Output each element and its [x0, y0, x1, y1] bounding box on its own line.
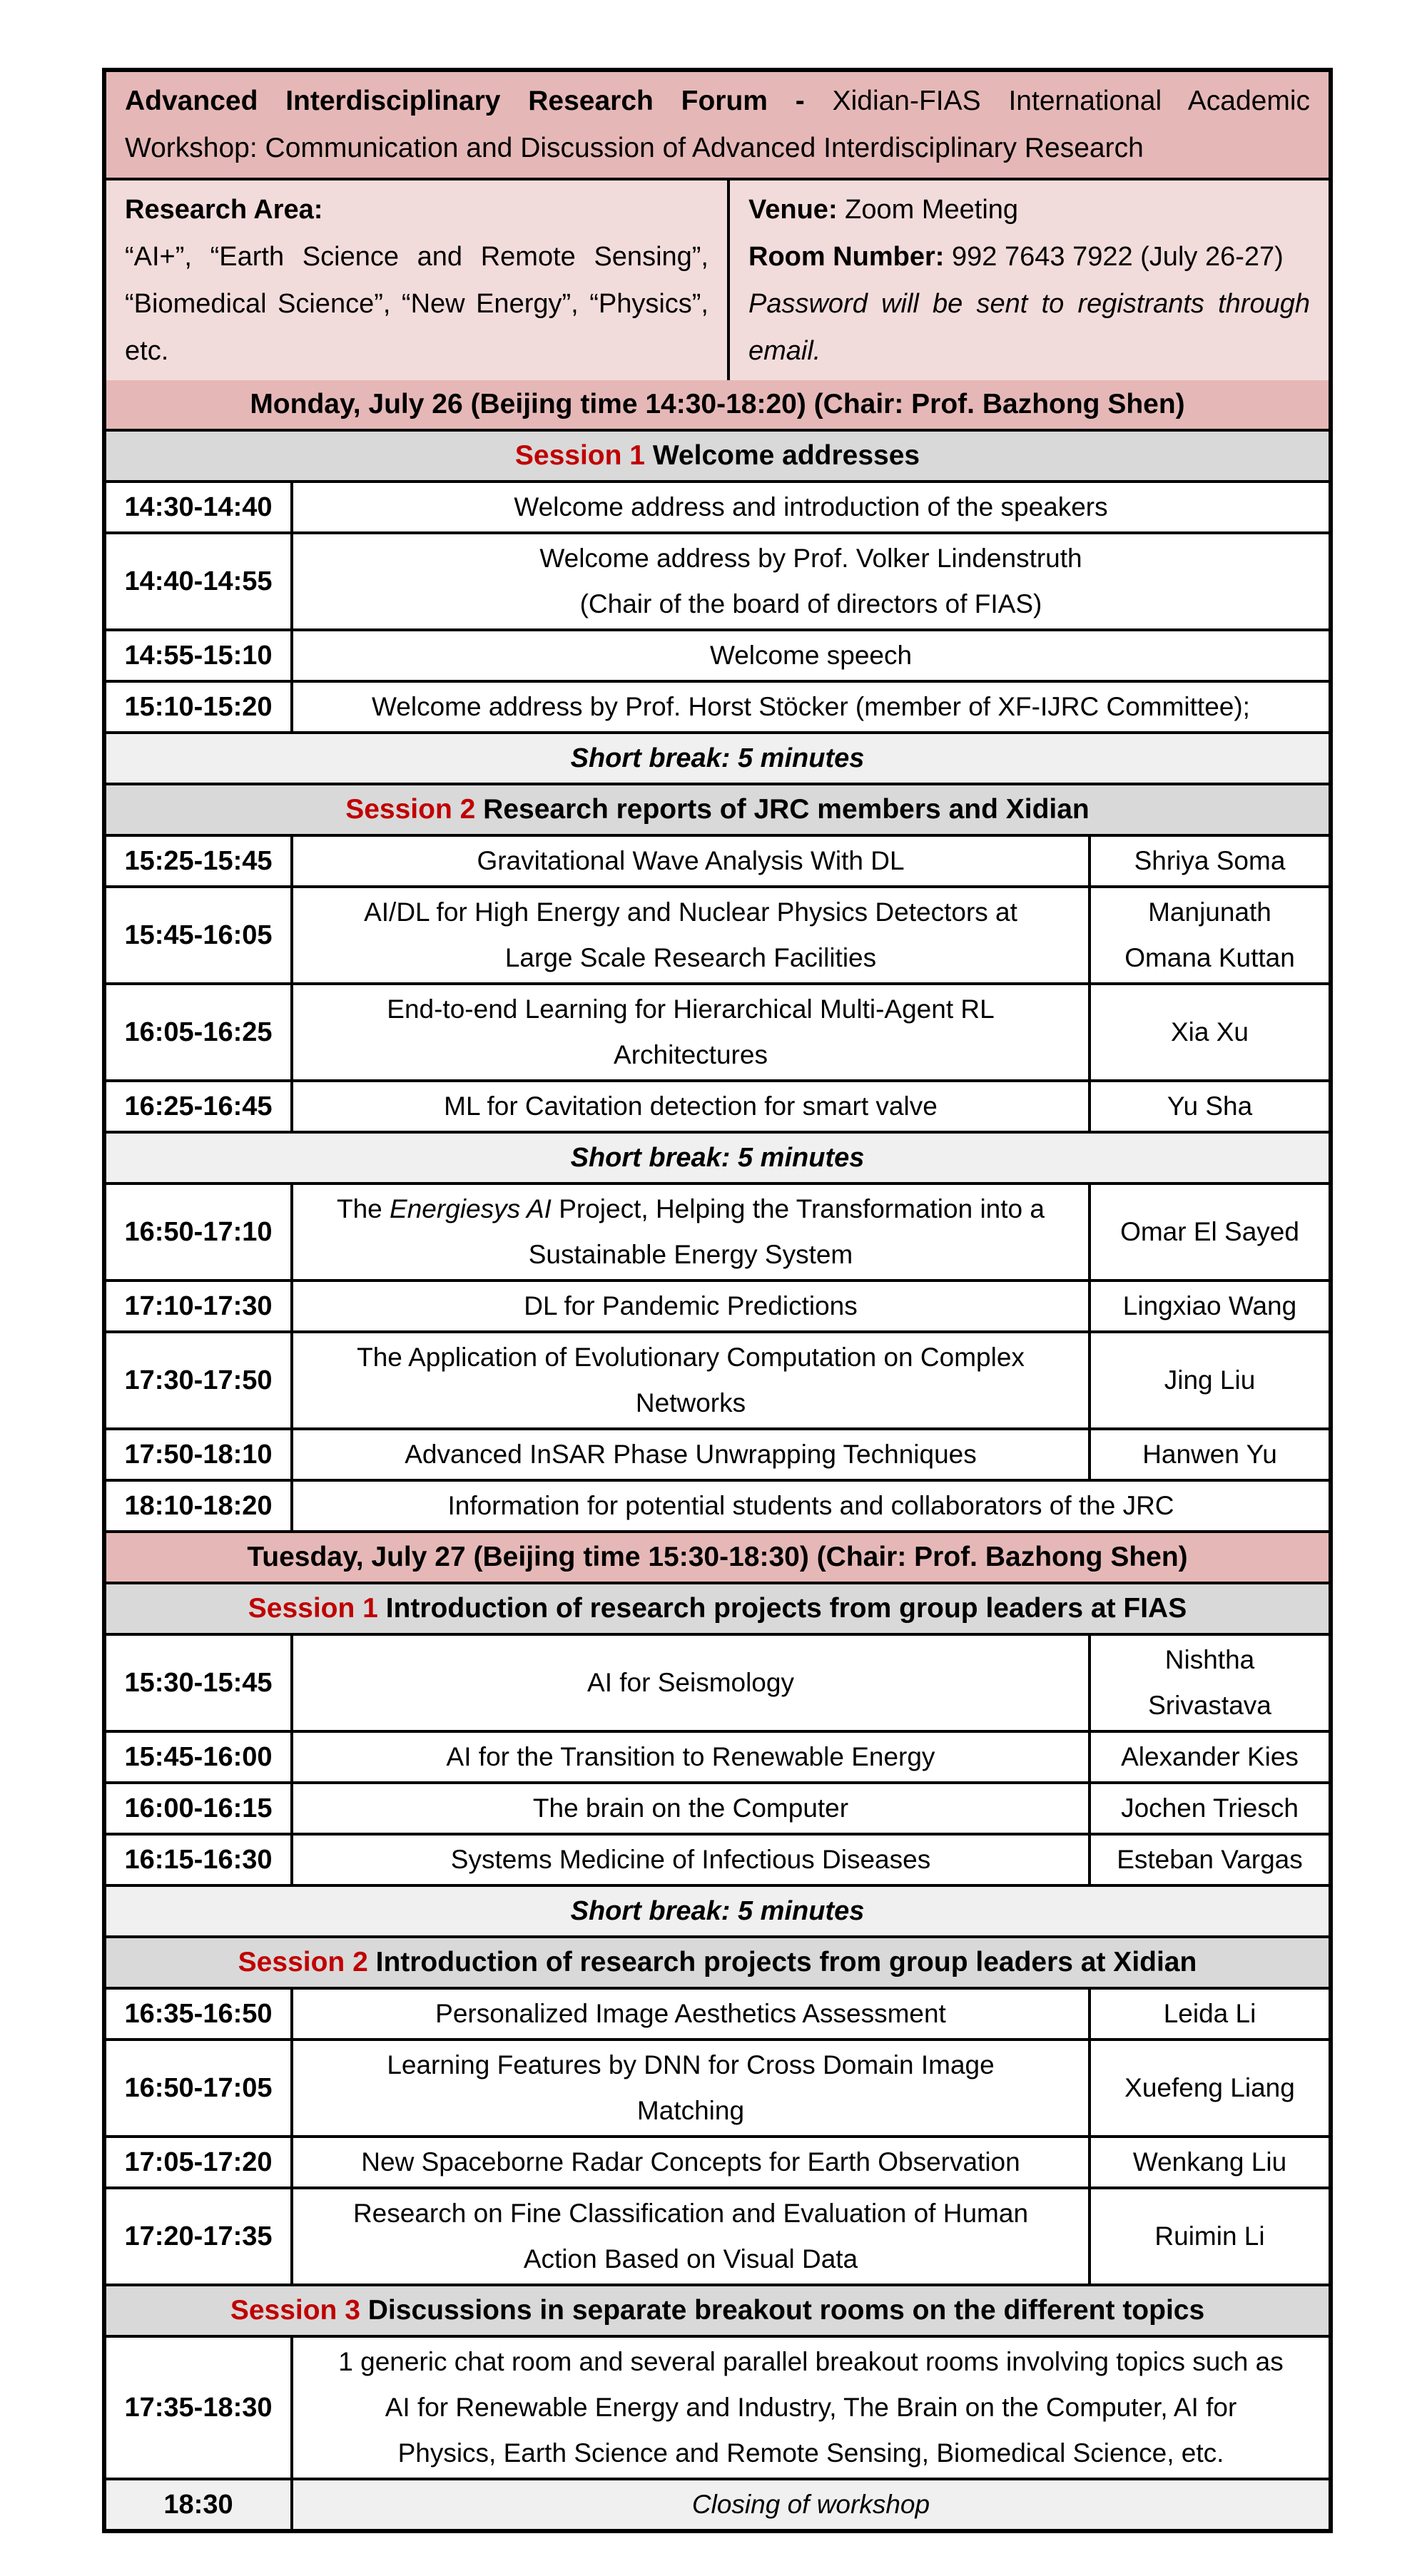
speaker-name: Lingxiao Wang	[1122, 1291, 1297, 1320]
content-text: Learning Features by DNN for Cross Domain Image	[387, 2050, 995, 2079]
workshop-title-rest: Xidian-FIAS International Academic Workshop: Communication and Discussion of Advanced Interdisciplinary Research	[125, 86, 1310, 163]
session-title-text: Welcome addresses	[652, 440, 920, 471]
talk-title-text	[372, 684, 1250, 730]
time-cell	[106, 534, 293, 628]
content-text: Action Based on Visual Data	[523, 2244, 858, 2274]
talk-title-cell	[293, 483, 1329, 531]
item-row-16	[106, 1427, 1329, 1479]
talk-title-cell	[293, 2480, 1329, 2529]
talk-title-text	[337, 1186, 1045, 1278]
time-text: 17:35-18:30	[124, 2393, 273, 2423]
speaker-name: Xia Xu	[1170, 1017, 1249, 1047]
item-row-27	[106, 2038, 1329, 2135]
time-text: 17:50-18:10	[124, 1440, 273, 1470]
schedule-rows	[106, 380, 1329, 2529]
break-row-6	[106, 731, 1329, 783]
talk-title-cell	[293, 2338, 1329, 2478]
session-header-cell	[106, 1584, 1329, 1633]
time-text: 17:10-17:30	[124, 1291, 273, 1321]
time-cell	[106, 1282, 293, 1330]
session-row-30	[106, 2284, 1329, 2335]
room-label: Room Number:	[748, 242, 945, 272]
talk-title-cell	[293, 683, 1329, 731]
item-row-23	[106, 1833, 1329, 1884]
item-row-3	[106, 531, 1329, 628]
item-row-17	[106, 1479, 1329, 1530]
item-row-29	[106, 2186, 1329, 2284]
talk-title-text	[361, 2139, 1020, 2185]
talk-title-cell	[293, 1430, 1088, 1479]
time-cell	[106, 1333, 293, 1427]
time-cell	[106, 631, 293, 680]
day-text: Tuesday, July 27 (Beijing time 15:30-18:30) (Chair: Prof. Bazhong Shen)	[247, 1542, 1188, 1572]
speaker-name: Xuefeng Liang	[1124, 2073, 1295, 2102]
time-cell	[106, 1636, 293, 1730]
talk-title-cell	[293, 2138, 1088, 2186]
speaker-name: Manjunath Omana Kuttan	[1124, 897, 1295, 972]
content-text: 1 generic chat room and several parallel breakout rooms involving topics such as	[338, 2347, 1284, 2376]
session-header-cell	[106, 2286, 1329, 2335]
speaker-cell	[1088, 1836, 1329, 1884]
content-text: Networks	[635, 1388, 746, 1417]
item-row-15	[106, 1330, 1329, 1427]
talk-title-text	[357, 1335, 1025, 1426]
talk-title-text	[435, 1991, 946, 2037]
content-text: Energiesys AI	[390, 1194, 552, 1223]
content-text: Research on Fine Classification and Evaluation of Human	[352, 2199, 1029, 2228]
break-text: Short break: 5 minutes	[570, 743, 865, 773]
talk-title-cell	[293, 1733, 1088, 1781]
speaker-name: Yu Sha	[1167, 1091, 1253, 1121]
workshop-title-bold: Advanced Interdisciplinary Research Forum -	[125, 86, 805, 116]
session-title-text: Introduction of research projects from group leaders at Xidian	[375, 1947, 1197, 1977]
content-text: Systems Medicine of Infectious Diseases	[450, 1845, 931, 1874]
time-cell	[106, 837, 293, 885]
item-row-5	[106, 680, 1329, 731]
day-header-cell	[106, 380, 1329, 429]
speaker-cell	[1088, 1784, 1329, 1833]
speaker-cell	[1088, 1082, 1329, 1131]
time-text: 16:00-16:15	[124, 1793, 273, 1823]
speaker-cell	[1088, 1636, 1329, 1730]
talk-title-text	[387, 987, 994, 1078]
time-cell	[106, 2480, 293, 2529]
content-text: Matching	[636, 2096, 745, 2125]
venue-line	[748, 186, 1310, 233]
time-cell	[106, 1185, 293, 1279]
talk-title-cell	[293, 985, 1088, 1079]
talk-title-cell	[293, 2189, 1088, 2284]
content-text: Advanced InSAR Phase Unwrapping Techniques	[405, 1440, 977, 1469]
speaker-name: Alexander Kies	[1121, 1742, 1299, 1771]
speaker-cell	[1088, 1430, 1329, 1479]
content-text: End-to-end Learning for Hierarchical Multi-Agent RL	[387, 994, 995, 1024]
time-text: 16:15-16:30	[124, 1845, 273, 1875]
content-text: The brain on the Computer	[532, 1793, 849, 1823]
content-text: New Spaceborne Radar Concepts for Earth Observation	[361, 2147, 1020, 2177]
time-cell	[106, 2189, 293, 2284]
talk-title-text	[364, 890, 1017, 981]
time-text: 15:25-15:45	[124, 846, 273, 876]
research-area-label: Research Area:	[125, 195, 323, 225]
time-cell	[106, 1836, 293, 1884]
day-row-18	[106, 1530, 1329, 1582]
speaker-cell	[1088, 1990, 1329, 2038]
session-header-cell	[106, 1938, 1329, 1987]
content-text: Sustainable Energy System	[528, 1240, 853, 1269]
time-cell	[106, 1082, 293, 1131]
speaker-cell	[1088, 2189, 1329, 2284]
time-cell	[106, 2138, 293, 2186]
talk-title-text	[447, 1734, 935, 1780]
item-row-10	[106, 982, 1329, 1079]
session-title-text: Introduction of research projects from group leaders at FIAS	[385, 1593, 1187, 1624]
item-row-13	[106, 1182, 1329, 1279]
time-cell	[106, 1733, 293, 1781]
session-text	[345, 787, 1090, 833]
session-text	[515, 433, 920, 479]
content-text: DL for Pandemic Predictions	[524, 1291, 858, 1320]
session-text	[238, 1940, 1197, 1985]
item-row-26	[106, 1987, 1329, 2038]
research-area-cell	[106, 180, 730, 380]
session-row-19	[106, 1582, 1329, 1633]
talk-title-text	[692, 2482, 930, 2527]
speaker-name: Jochen Triesch	[1121, 1793, 1299, 1823]
session-title-text: Discussions in separate breakout rooms on the different topics	[367, 2295, 1205, 2326]
content-text: AI for Seismology	[587, 1668, 794, 1697]
speaker-cell	[1088, 1733, 1329, 1781]
talk-title-cell	[293, 631, 1329, 680]
research-area-text: “AI+”, “Earth Science and Remote Sensing”, “Biomedical Science”, “New Energy”, “Physics”, etc.	[125, 242, 709, 366]
talk-title-text	[539, 536, 1082, 627]
break-text: Short break: 5 minutes	[570, 1143, 865, 1173]
time-cell	[106, 1990, 293, 2038]
item-row-4	[106, 628, 1329, 680]
item-row-21	[106, 1730, 1329, 1781]
talk-title-cell	[293, 837, 1088, 885]
time-text: 16:25-16:45	[124, 1091, 273, 1121]
workshop-title-row	[106, 72, 1329, 178]
break-text: Short break: 5 minutes	[570, 1896, 865, 1926]
time-text: 15:30-15:45	[124, 1668, 273, 1698]
talk-title-text	[447, 1483, 1174, 1529]
content-text: Information for potential students and collaborators of the JRC	[447, 1491, 1174, 1520]
talk-title-text	[514, 484, 1107, 530]
item-row-31	[106, 2335, 1329, 2478]
speaker-cell	[1088, 1185, 1329, 1279]
time-text: 16:50-17:05	[124, 2073, 273, 2103]
talk-title-cell	[293, 1282, 1088, 1330]
schedule-table	[102, 68, 1333, 2533]
content-text: Personalized Image Aesthetics Assessment	[435, 1999, 946, 2028]
room-line	[748, 233, 1310, 280]
content-text: Closing of workshop	[691, 2490, 930, 2519]
session-text	[230, 2288, 1204, 2333]
talk-title-text	[587, 1660, 794, 1706]
content-text: Welcome address by Prof. Horst Stöcker (member of XF-IJRC Committee);	[372, 692, 1250, 721]
session-text	[248, 1586, 1187, 1631]
content-text: Welcome address by Prof. Volker Lindenstruth	[539, 544, 1082, 573]
speaker-name: Leida Li	[1163, 1999, 1256, 2028]
time-text: 16:50-17:10	[124, 1217, 273, 1247]
content-text: Architectures	[614, 1040, 768, 1069]
content-text: The	[337, 1194, 390, 1223]
time-text: 18:30	[163, 2490, 233, 2520]
time-cell	[106, 483, 293, 531]
content-text: Physics, Earth Science and Remote Sensing, Biomedical Science, etc.	[397, 2438, 1224, 2468]
content-text: Welcome speech	[709, 641, 913, 670]
day-row-0	[106, 380, 1329, 429]
content-text: AI for Renewable Energy and Industry, The Brain on the Computer, AI for	[385, 2393, 1237, 2422]
time-text: 15:45-16:05	[124, 920, 273, 950]
speaker-cell	[1088, 2138, 1329, 2186]
speaker-name: Hanwen Yu	[1142, 1440, 1277, 1469]
time-text: 14:40-14:55	[124, 566, 273, 596]
session-row-7	[106, 783, 1329, 834]
talk-title-text	[451, 1837, 930, 1883]
session-row-25	[106, 1935, 1329, 1987]
speaker-name: Omar El Sayed	[1120, 1217, 1299, 1246]
time-cell	[106, 683, 293, 731]
talk-title-cell	[293, 1082, 1088, 1131]
session-header-cell	[106, 785, 1329, 834]
time-text: 17:30-17:50	[124, 1365, 273, 1395]
item-row-20	[106, 1633, 1329, 1730]
break-row-12	[106, 1131, 1329, 1182]
talk-title-text	[710, 633, 912, 678]
talk-title-text	[387, 2042, 994, 2134]
venue-cell	[730, 180, 1329, 380]
password-note: Password will be sent to registrants through email.	[748, 289, 1310, 366]
closing-row-32	[106, 2478, 1329, 2529]
talk-title-cell	[293, 1784, 1088, 1833]
session-header-cell	[106, 432, 1329, 480]
time-text: 15:10-15:20	[124, 692, 273, 722]
item-row-14	[106, 1279, 1329, 1330]
session-number-label: Session 1	[514, 440, 645, 471]
talk-title-text	[533, 1786, 848, 1831]
speaker-name: Esteban Vargas	[1117, 1845, 1303, 1874]
speaker-name: Wenkang Liu	[1132, 2147, 1287, 2177]
speaker-cell	[1088, 2041, 1329, 2135]
speaker-cell	[1088, 837, 1329, 885]
talk-title-cell	[293, 1990, 1088, 2038]
session-row-1	[106, 429, 1329, 480]
content-text: The Application of Evolutionary Computation on Complex	[357, 1343, 1025, 1372]
speaker-name: Nishtha Srivastava	[1148, 1645, 1271, 1720]
venue-label: Venue:	[748, 195, 838, 225]
talk-title-cell	[293, 1333, 1088, 1427]
time-text: 16:35-16:50	[124, 1999, 273, 2029]
time-cell	[106, 1784, 293, 1833]
session-title-text: Research reports of JRC members and Xidian	[483, 794, 1090, 825]
talk-title-text	[524, 1283, 858, 1329]
content-text: AI for the Transition to Renewable Energy	[446, 1742, 935, 1771]
time-cell	[106, 888, 293, 982]
talk-title-cell	[293, 1836, 1088, 1884]
content-text: Large Scale Research Facilities	[504, 943, 877, 972]
time-text: 14:30-14:40	[124, 492, 273, 522]
talk-title-text	[405, 1432, 977, 1477]
session-number-label: Session 1	[248, 1593, 378, 1624]
time-text: 17:20-17:35	[124, 2221, 273, 2251]
time-cell	[106, 985, 293, 1079]
break-row-24	[106, 1884, 1329, 1935]
talk-title-text	[338, 2339, 1283, 2476]
break-cell	[106, 734, 1329, 783]
time-cell	[106, 2338, 293, 2478]
speaker-cell	[1088, 1282, 1329, 1330]
time-cell	[106, 2041, 293, 2135]
item-row-22	[106, 1781, 1329, 1833]
talk-title-cell	[293, 2041, 1088, 2135]
speaker-name: Shriya Soma	[1134, 846, 1286, 875]
item-row-9	[106, 885, 1329, 982]
talk-title-cell	[293, 888, 1088, 982]
time-text: 15:45-16:00	[124, 1742, 273, 1772]
day-text: Monday, July 26 (Beijing time 14:30-18:20) (Chair: Prof. Bazhong Shen)	[250, 389, 1185, 419]
venue-value: Zoom Meeting	[837, 195, 1019, 225]
break-cell	[106, 1134, 1329, 1182]
content-text: Project, Helping the Transformation into a	[551, 1194, 1045, 1223]
time-text: 14:55-15:10	[124, 641, 273, 671]
time-text: 17:05-17:20	[124, 2147, 273, 2177]
content-text: ML for Cavitation detection for smart valve	[444, 1091, 938, 1121]
talk-title-text	[444, 1084, 938, 1129]
talk-title-text	[477, 838, 904, 884]
speaker-cell	[1088, 985, 1329, 1079]
talk-title-cell	[293, 1482, 1329, 1530]
session-number-label: Session 3	[230, 2295, 360, 2326]
time-cell	[106, 1482, 293, 1530]
speaker-cell	[1088, 1333, 1329, 1427]
time-text: 18:10-18:20	[124, 1491, 273, 1521]
session-number-label: Session 2	[345, 794, 476, 825]
session-number-label: Session 2	[238, 1947, 368, 1977]
day-header-cell	[106, 1533, 1329, 1582]
content-text: (Chair of the board of directors of FIAS)	[579, 589, 1042, 618]
content-text: AI/DL for High Energy and Nuclear Physics Detectors at	[364, 897, 1017, 927]
talk-title-cell	[293, 534, 1329, 628]
content-text: Welcome address and introduction of the speakers	[514, 492, 1108, 521]
time-text: 16:05-16:25	[124, 1017, 273, 1047]
item-row-11	[106, 1079, 1329, 1131]
talk-title-cell	[293, 1185, 1088, 1279]
item-row-28	[106, 2135, 1329, 2186]
talk-title-cell	[293, 1636, 1088, 1730]
break-cell	[106, 1887, 1329, 1935]
speaker-cell	[1088, 888, 1329, 982]
talk-title-text	[353, 2191, 1028, 2282]
info-row	[106, 178, 1329, 380]
speaker-name: Ruimin Li	[1154, 2221, 1265, 2251]
item-row-8	[106, 834, 1329, 885]
content-text: Gravitational Wave Analysis With DL	[477, 846, 905, 875]
time-cell	[106, 1430, 293, 1479]
item-row-2	[106, 480, 1329, 531]
room-value: 992 7643 7922 (July 26-27)	[944, 242, 1284, 272]
speaker-name: Jing Liu	[1164, 1365, 1256, 1395]
